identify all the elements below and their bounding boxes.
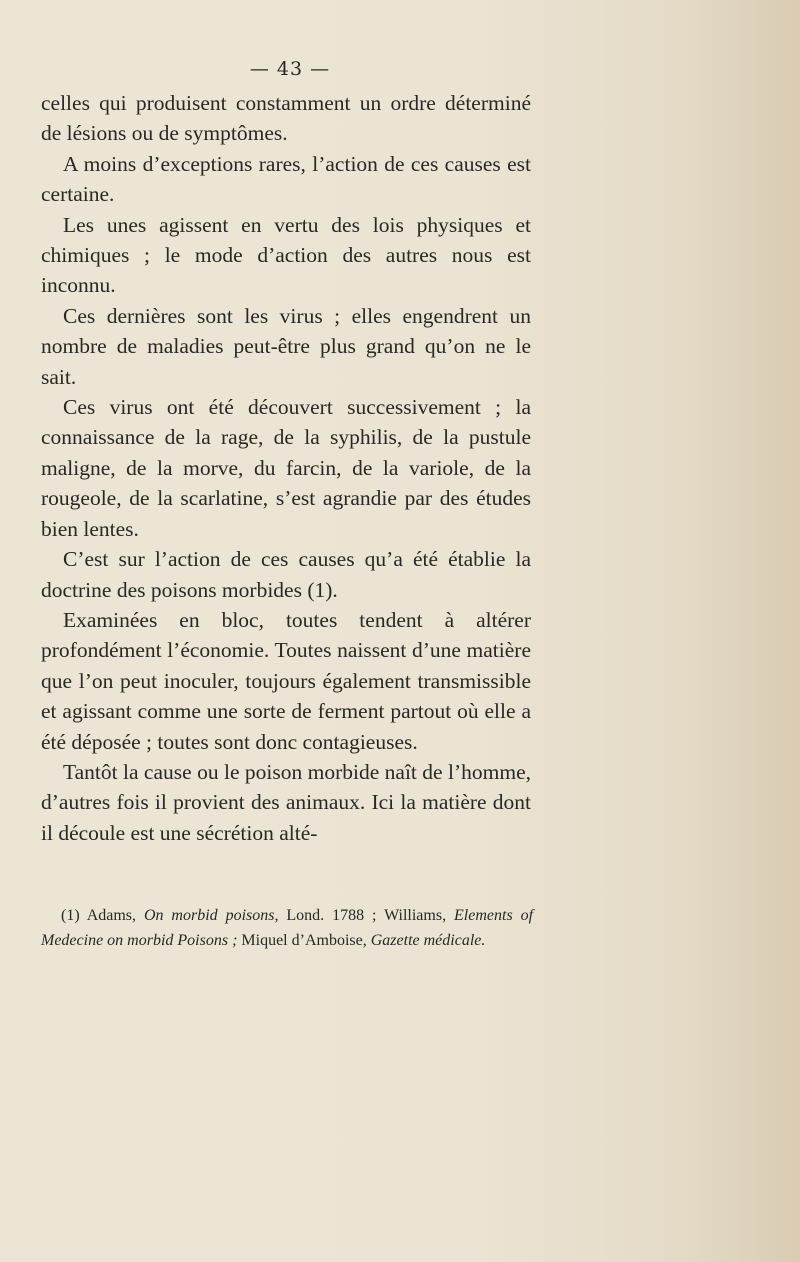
footnote-text-2: Miquel d’Amboise, <box>241 932 367 949</box>
paragraph-6: C’est sur l’action de ces causes qu’a été établie la doctrine des poisons morbides (1). <box>41 547 531 602</box>
footnote-text-1: Lond. 1788 ; Williams, <box>286 907 447 924</box>
paragraph-3: Les unes agissent en vertu des lois physiques et chimiques ; le mode d’action des autres nous est inconnu. <box>41 212 531 298</box>
page-number: — 43 — <box>249 58 331 80</box>
footnote-title-1: On morbid poisons, <box>143 907 279 924</box>
paragraph-5: Ces virus ont été découvert successivement ; la connaissance de la rage, de la syphilis, de la pustule maligne, de la morve, du farcin, de la variole, de la rougeole, de la scarlatine, s’est agrandie par des études bien lentes. <box>41 395 531 541</box>
footnote-marker: (1) Adams, <box>61 907 137 924</box>
paragraph-8: Tantôt la cause ou le poison morbide naît de l’homme, d’autres fois il provient des animaux. Ici la matière dont il découle est une sécrétion alté- <box>41 759 531 845</box>
footnote-title-2: Elements of Medecine on morbid Poisons ; <box>41 907 534 949</box>
footnote <box>41 903 533 953</box>
paragraph-1: celles qui produisent constamment un ordre déterminé de lésions ou de symptômes. <box>41 91 531 146</box>
body-text <box>41 88 531 848</box>
paragraph-7: Examinées en bloc, toutes tendent à altérer profondément l’économie. Toutes naissent d’une matière que l’on peut inoculer, toujours également transmissible et agissant comme une sorte de ferment partout où elle a été déposée ; toutes sont donc contagieuses. <box>41 607 531 754</box>
paragraph-4: Ces dernières sont les virus ; elles engendrent un nombre de maladies peut-être plus grand qu’on ne le sait. <box>41 303 531 389</box>
paragraph-2: A moins d’exceptions rares, l’action de ces causes est certaine. <box>41 151 531 207</box>
footnote-title-3: Gazette médicale. <box>370 932 486 949</box>
